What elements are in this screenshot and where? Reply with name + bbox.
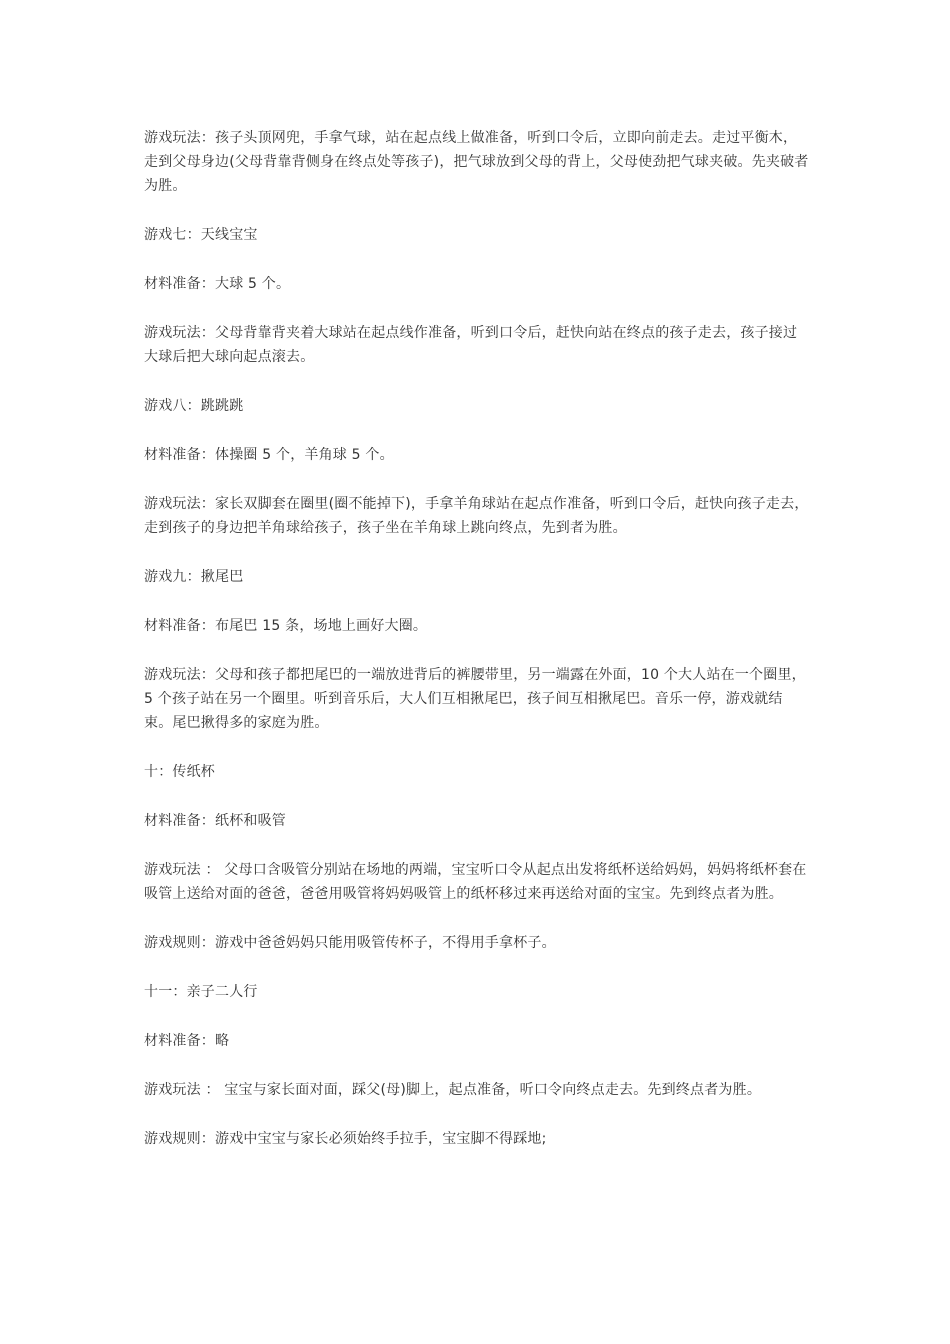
paragraph-game9-materials: 材料准备：布尾巴 15 条，场地上画好大圈。 — [144, 618, 428, 634]
paragraph-game8-rules: 游戏玩法：家长双脚套在圈里(圈不能掉下)，手拿羊角球站在起点作准备，听到口令后，赶快向孩子走去，走到孩子的身边把羊角球给孩子，孩子坐在羊角球上跳向终点，先到者为胜。 — [144, 496, 809, 536]
paragraph-game7-materials: 材料准备：大球 5 个。 — [144, 276, 291, 292]
heading-game7: 游戏七：天线宝宝 — [144, 227, 258, 243]
heading-game10: 十：传纸杯 — [144, 764, 215, 780]
paragraph-game10-materials: 材料准备：纸杯和吸管 — [144, 813, 286, 829]
paragraph-game9-rules: 游戏玩法：父母和孩子都把尾巴的一端放进背后的裤腰带里，另一端露在外面，10 个大人站在一个圈里，5 个孩子站在另一个圈里。听到音乐后，大人们互相揪尾巴，孩子间互相揪尾巴。音乐一停，游戏就结束。尾巴揪得多的家庭为胜。 — [144, 667, 806, 731]
heading-game9: 游戏九：揪尾巴 — [144, 569, 244, 585]
paragraph-game11-rules: 游戏玩法 ： 宝宝与家长面对面，踩父(母)脚上，起点准备，听口令向终点走去。先到终点者为胜。 — [144, 1082, 762, 1098]
paragraph-game7-rules: 游戏玩法：父母背靠背夹着大球站在起点线作准备，听到口令后，赶快向站在终点的孩子走去，孩子接过大球后把大球向起点滚去。 — [144, 325, 798, 365]
paragraph-game8-materials: 材料准备：体操圈 5 个，羊角球 5 个。 — [144, 447, 394, 463]
paragraph-game11-materials: 材料准备：略 — [144, 1033, 230, 1049]
paragraph-game11-regulations: 游戏规则：游戏中宝宝与家长必须始终手拉手，宝宝脚不得踩地; — [144, 1131, 547, 1147]
paragraph-game10-rules: 游戏玩法 ： 父母口含吸管分别站在场地的两端，宝宝听口令从起点出发将纸杯送给妈妈，妈妈将纸杯套在吸管上送给对面的爸爸，爸爸用吸管将妈妈吸管上的纸杯移过来再送给对面的宝宝。先到终点者为胜。 — [144, 862, 807, 902]
heading-game8: 游戏八：跳跳跳 — [144, 398, 244, 414]
paragraph-game6-rules: 游戏玩法：孩子头顶网兜，手拿气球，站在起点线上做准备，听到口令后，立即向前走去。走过平衡木，走到父母身边(父母背靠背侧身在终点处等孩子)，把气球放到父母的背上，父母使劲把气球夹破。先夹破者为胜。 — [144, 130, 809, 194]
paragraph-game10-regulations: 游戏规则：游戏中爸爸妈妈只能用吸管传杯子，不得用手拿杯子。 — [144, 935, 556, 951]
document-body — [144, 126, 810, 1176]
heading-game11: 十一：亲子二人行 — [144, 984, 258, 1000]
